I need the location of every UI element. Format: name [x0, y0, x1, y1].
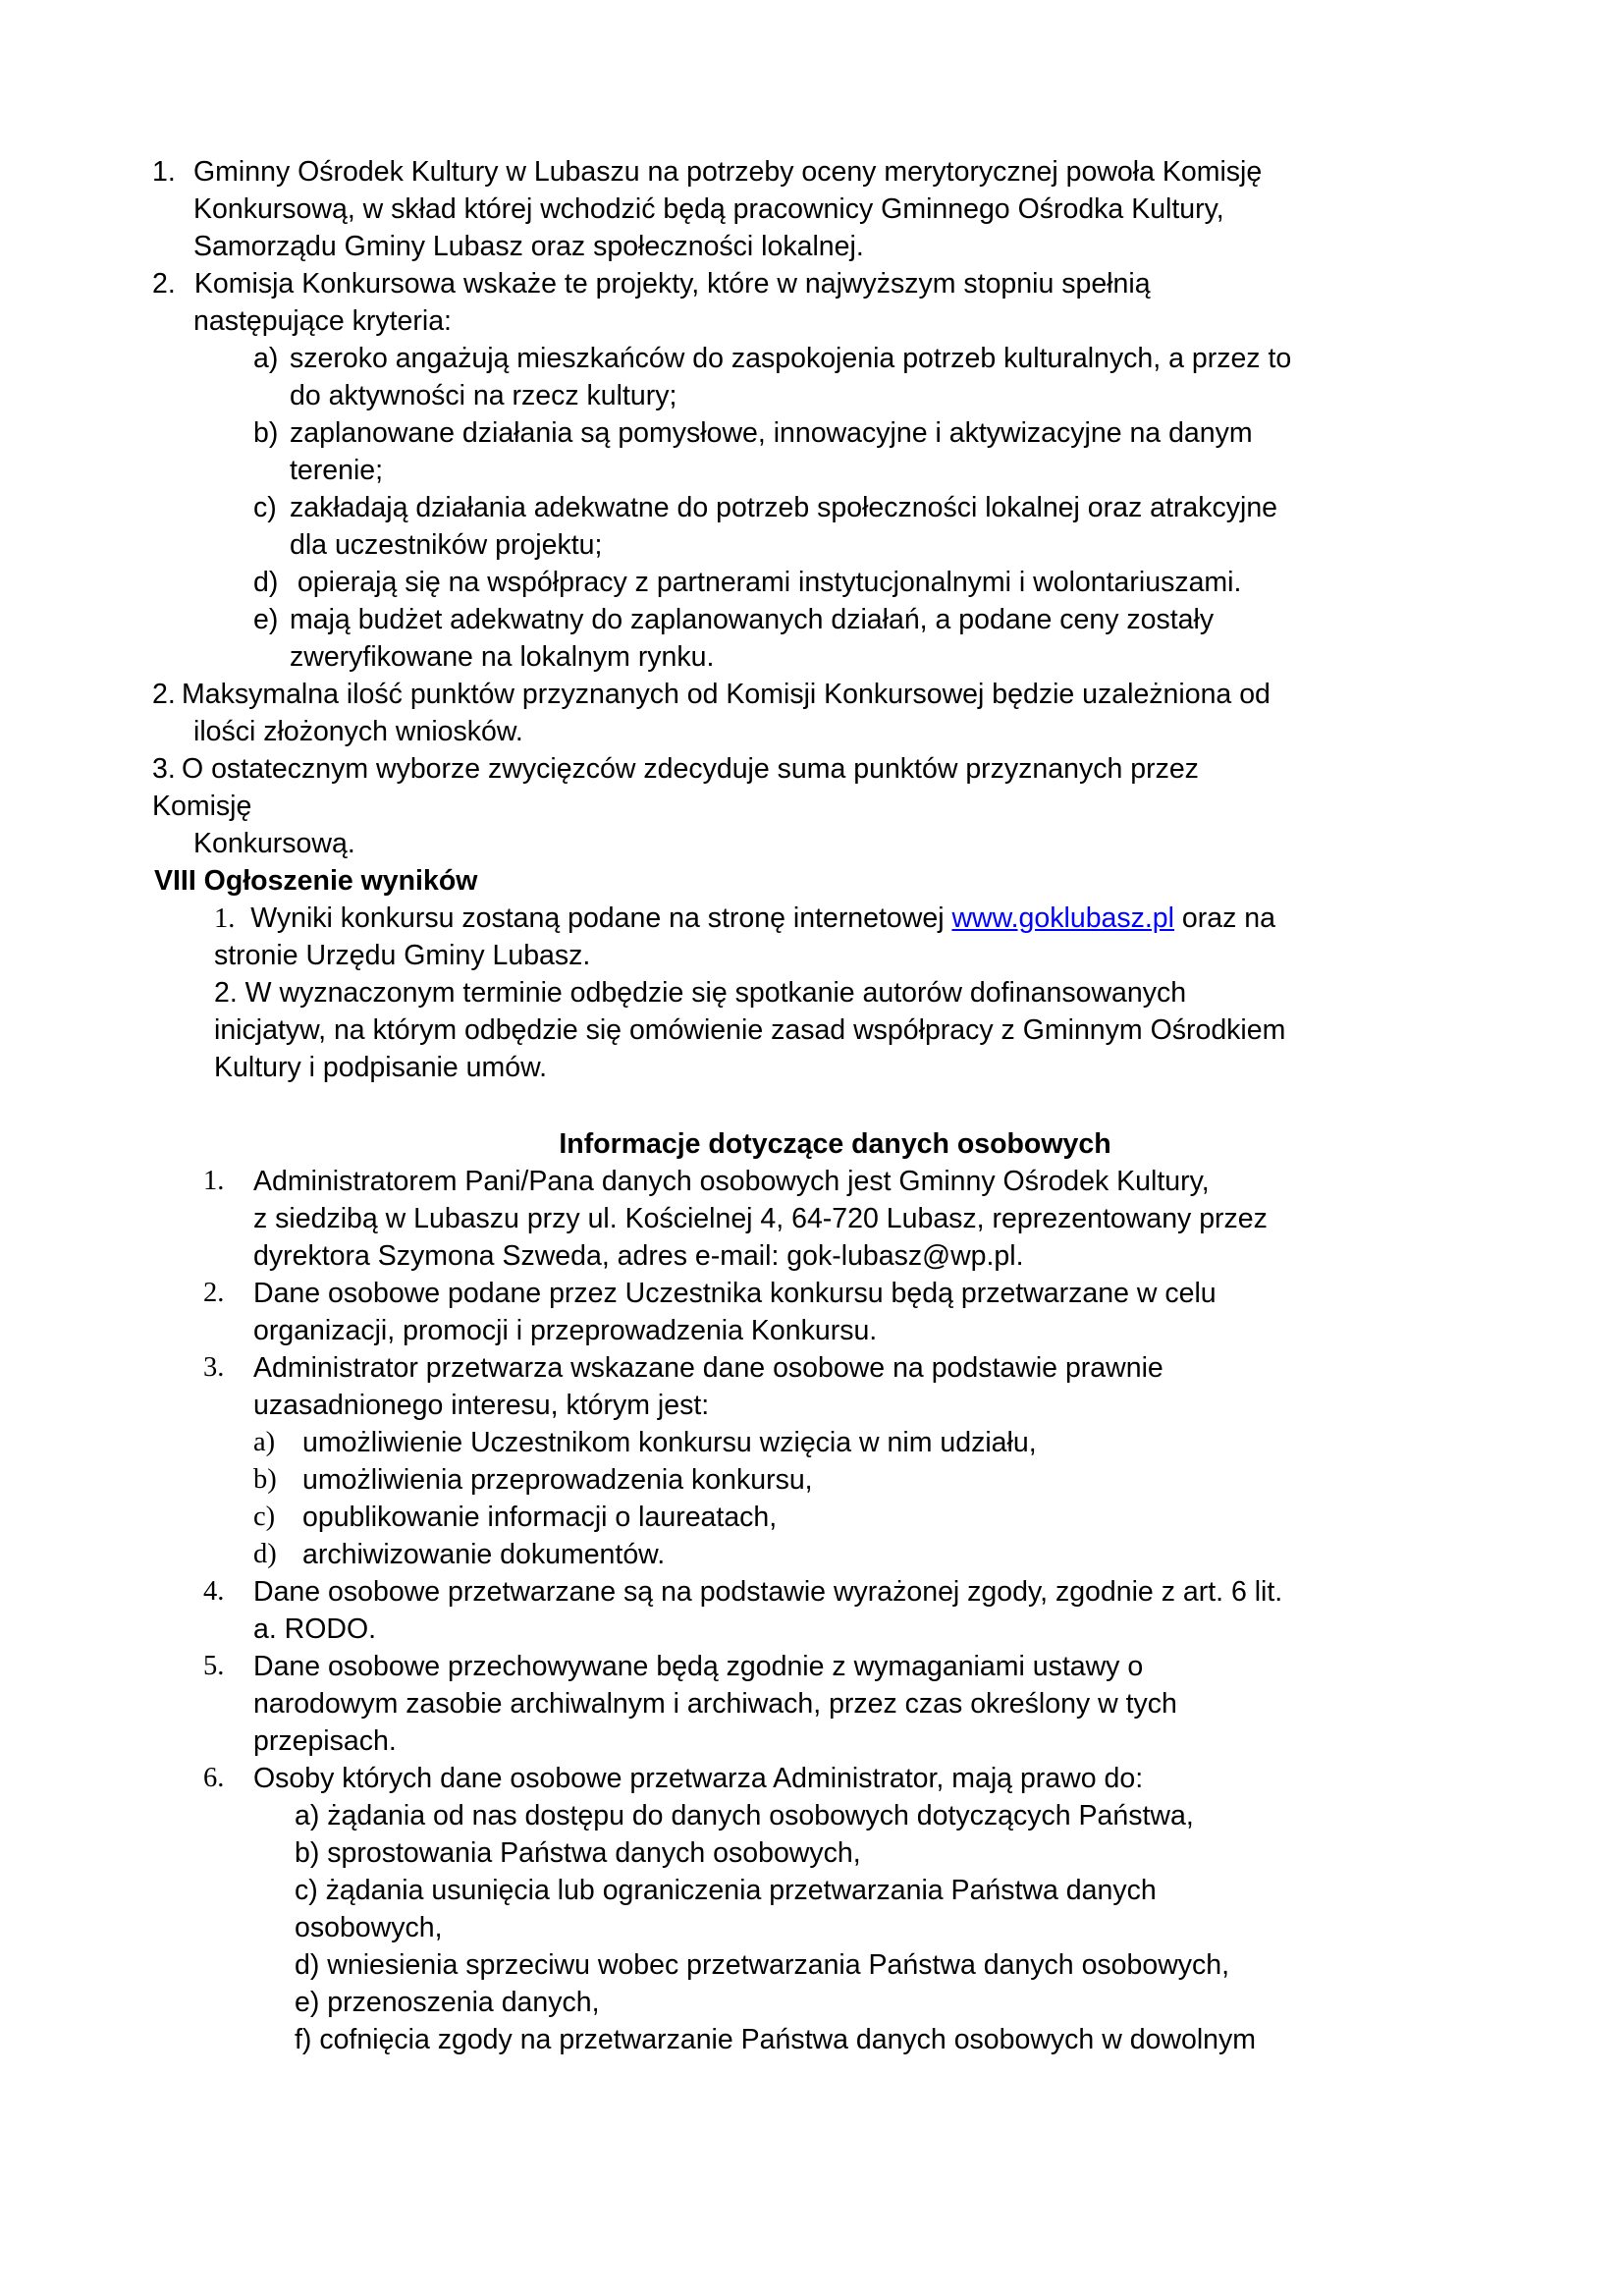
- criterion-a-label: a): [253, 343, 279, 374]
- interest-a-text: umożliwienie Uczestnikom konkursu wzięcia w nim udziału,: [302, 1427, 1037, 1458]
- results-item-2-line-2: inicjatyw, na którym odbędzie się omówienie zasad współpracy z Gminnym Ośrodkiem: [214, 1014, 1286, 1046]
- right-b: b) sprostowania Państwa danych osobowych,: [295, 1837, 861, 1869]
- interest-b-label: b): [253, 1464, 277, 1495]
- criterion-a-line-2: do aktywności na rzecz kultury;: [290, 380, 677, 411]
- data-item-5-line-1: Dane osobowe przechowywane będą zgodnie z wymaganiami ustawy o: [253, 1651, 1144, 1682]
- personal-data-heading: Informacje dotyczące danych osobowych: [559, 1128, 1111, 1160]
- interest-b-text: umożliwienia przeprowadzenia konkursu,: [302, 1464, 813, 1496]
- data-item-4-line-2: a. RODO.: [253, 1613, 377, 1645]
- interest-d-label: d): [253, 1539, 277, 1569]
- data-item-3-line-2: uzasadnionego interesu, którym jest:: [253, 1390, 710, 1421]
- criterion-b-label: b): [253, 417, 279, 449]
- data-item-3-label: 3.: [203, 1352, 225, 1383]
- data-item-6-label: 6.: [203, 1763, 225, 1793]
- data-item-2-label: 2.: [203, 1278, 225, 1308]
- data-item-1-line-1: Administratorem Pani/Pana danych osobowych jest Gminny Ośrodek Kultury,: [253, 1166, 1210, 1197]
- list-item-3-line-1: O ostatecznym wyborze zwycięzców zdecyduje suma punktów przyznanych przez: [182, 753, 1199, 785]
- right-a: a) żądania od nas dostępu do danych osobowych dotyczących Państwa,: [295, 1800, 1194, 1831]
- data-item-5-line-2: narodowym zasobie archiwalnym i archiwach, przez czas określony w tych: [253, 1688, 1177, 1720]
- data-item-5-line-3: przepisach.: [253, 1725, 397, 1757]
- data-item-2-line-1: Dane osobowe podane przez Uczestnika konkursu będą przetwarzane w celu: [253, 1278, 1217, 1309]
- data-item-3-line-1: Administrator przetwarza wskazane dane osobowe na podstawie prawnie: [253, 1352, 1163, 1384]
- results-item-1-label: 1.: [214, 903, 236, 934]
- interest-c-text: opublikowanie informacji o laureatach,: [302, 1502, 778, 1533]
- data-item-1-line-3: dyrektora Szymona Szweda, adres e-mail: gok-lubasz@wp.pl.: [253, 1240, 1024, 1272]
- results-item-2-line-3: Kultury i podpisanie umów.: [214, 1052, 548, 1083]
- right-e: e) przenoszenia danych,: [295, 1987, 600, 2018]
- data-item-1-label: 1.: [203, 1166, 225, 1196]
- website-link[interactable]: www.goklubasz.pl: [951, 902, 1174, 934]
- criterion-d-line-1: opierają się na współpracy z partnerami instytucjonalnymi i wolontariuszami.: [290, 567, 1242, 598]
- list-item-2-label: 2.: [152, 268, 176, 300]
- list-item-1-line-2: Konkursową, w skład której wchodzić będą pracownicy Gminnego Ośrodka Kultury,: [193, 193, 1224, 225]
- criterion-d-label: d): [253, 567, 279, 598]
- criterion-e-label: e): [253, 604, 279, 635]
- list-item-2-line-2: następujące kryteria:: [193, 305, 452, 337]
- results-item-1-line-2: stronie Urzędu Gminy Lubasz.: [214, 940, 591, 971]
- list-item-2b-line-2: ilości złożonych wniosków.: [193, 716, 523, 747]
- list-item-2-line-1: Komisja Konkursowa wskaże te projekty, które w najwyższym stopniu spełnią: [187, 268, 1151, 300]
- right-c-line-2: osobowych,: [295, 1912, 443, 1943]
- data-item-6-line-1: Osoby których dane osobowe przetwarza Administrator, mają prawo do:: [253, 1763, 1144, 1794]
- list-item-3-label: 3.: [152, 753, 176, 785]
- results-item-1-text-after: oraz na: [1174, 902, 1275, 934]
- criterion-c-line-2: dla uczestników projektu;: [290, 529, 603, 561]
- criterion-c-label: c): [253, 492, 277, 523]
- list-item-1-line-3: Samorządu Gminy Lubasz oraz społeczności lokalnej.: [193, 231, 864, 262]
- results-heading: VIII Ogłoszenie wyników: [154, 865, 478, 897]
- criterion-c-line-1: zakładają działania adekwatne do potrzeb społeczności lokalnej oraz atrakcyjne: [290, 492, 1278, 523]
- criterion-e-line-1: mają budżet adekwatny do zaplanowanych działań, a podane ceny zostały: [290, 604, 1215, 635]
- criterion-e-line-2: zweryfikowane na lokalnym rynku.: [290, 641, 715, 673]
- right-c-line-1: c) żądania usunięcia lub ograniczenia przetwarzania Państwa danych: [295, 1875, 1157, 1906]
- results-item-1-line-1: [214, 900, 1275, 938]
- right-d: d) wniesienia sprzeciwu wobec przetwarzania Państwa danych osobowych,: [295, 1949, 1230, 1981]
- criterion-b-line-2: terenie;: [290, 455, 384, 486]
- data-item-4-label: 4.: [203, 1576, 225, 1607]
- data-item-2-line-2: organizacji, promocji i przeprowadzenia Konkursu.: [253, 1315, 878, 1346]
- interest-d-text: archiwizowanie dokumentów.: [302, 1539, 666, 1570]
- list-item-3-line-2: Komisję: [152, 791, 252, 822]
- data-item-1-line-2: z siedzibą w Lubaszu przy ul. Kościelnej 4, 64-720 Lubasz, reprezentowany przez: [253, 1203, 1268, 1234]
- results-item-1-text-before: Wyniki konkursu zostaną podane na stronę internetowej: [250, 902, 952, 934]
- list-item-1-line-1: Gminny Ośrodek Kultury w Lubaszu na potrzeby oceny merytorycznej powoła Komisję: [193, 156, 1263, 188]
- criterion-a-line-1: szeroko angażują mieszkańców do zaspokojenia potrzeb kulturalnych, a przez to: [290, 343, 1292, 374]
- data-item-4-line-1: Dane osobowe przetwarzane są na podstawie wyrażonej zgody, zgodnie z art. 6 lit.: [253, 1576, 1283, 1608]
- data-item-5-label: 5.: [203, 1651, 225, 1681]
- interest-a-label: a): [253, 1427, 276, 1457]
- list-item-2b-label: 2.: [152, 679, 176, 710]
- results-item-2-line-1: 2. W wyznaczonym terminie odbędzie się spotkanie autorów dofinansowanych: [214, 977, 1187, 1009]
- list-item-3-line-3: Konkursową.: [193, 828, 355, 859]
- interest-c-label: c): [253, 1502, 276, 1532]
- list-item-2b-line-1: Maksymalna ilość punktów przyznanych od Komisji Konkursowej będzie uzależniona od: [182, 679, 1271, 710]
- right-f: f) cofnięcia zgody na przetwarzanie Państwa danych osobowych w dowolnym: [295, 2024, 1257, 2055]
- criterion-b-line-1: zaplanowane działania są pomysłowe, innowacyjne i aktywizacyjne na danym: [290, 417, 1253, 449]
- list-item-1-label: 1.: [152, 156, 176, 188]
